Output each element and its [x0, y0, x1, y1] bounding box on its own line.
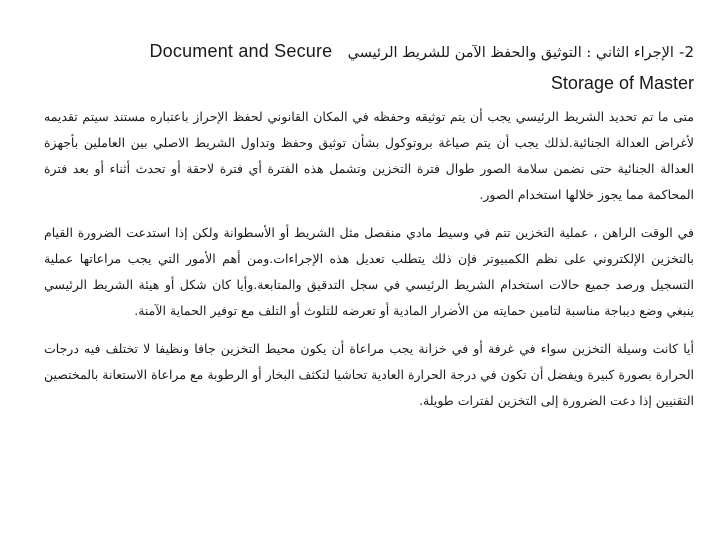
heading-title-english-part1: Document and Secure	[149, 41, 333, 61]
paragraph-3: أيا كانت وسيلة التخزين سواء في غرفة أو في خزانة يجب مراعاة أن يكون محيط التخزين جافا ونظيفا لا تختلف فيه درجات الحرارة بصورة كبيرة ويفضل أن تكون في درجة الحرارة العادية تحاشيا لتكثف البخار أو الرطوبة مع مراعاة الاستعانة بالمختصين التقنيين إذا دعت الضرورة إلى التخزين لفترات طويلة.	[44, 341, 694, 408]
heading-title-english-part2: Storage of Master	[550, 73, 694, 93]
section-heading	[44, 36, 694, 104]
document-page	[44, 36, 694, 414]
heading-number: 2-	[679, 43, 694, 61]
heading-line	[44, 36, 694, 68]
paragraph-2: في الوقت الراهن ، عملية التخزين تتم في وسيط مادي منفصل مثل الشريط أو الأسطوانة ولكن إذا استدعت الضرورة القيام بالتخزين الإلكتروني على نظم الكمبيوتر فإن ذلك يتطلب تعديل هذه الإجراءات.ومن أهم الأمور التي يجب مراعاتها عملية التسجيل ورصد جميع حالات استخدام الشريط الرئيسي في سجل التدقيق والمتابعة.وأيا كان شكل أو هيئة الشريط الرئيسي ينبغي وضع ديباجة مناسبة لتامين حمايته من الأضرار المادية أو تعرضه للتلوث أو التلف مع توفير الحماية الآمنة.	[44, 225, 694, 318]
heading-title-arabic: الإجراء الثاني : التوثيق والحفظ الآمن للشريط الرئيسي	[347, 45, 674, 61]
paragraph-1: متى ما تم تحديد الشريط الرئيسي يجب أن يتم توثيقه وحفظه في المكان القانوني لحفظ الإحراز باعتباره مستند سيتم تقديمه لأغراض العدالة الجنائية.لذلك يجب أن يتم صياغة بروتوكول بشأن توثيق وحفظ وتداول الشريط الاصلي بين العاملين بأجهزة العدالة الجنائية حتى نضمن سلامة الصور طوال فترة التخزين وتشمل هذه الفترة أي فترة لاحقة أو تحدث أثناء أو بعد فترة المحاكمة مما يجوز خلالها استخدام الصور.	[44, 109, 694, 202]
